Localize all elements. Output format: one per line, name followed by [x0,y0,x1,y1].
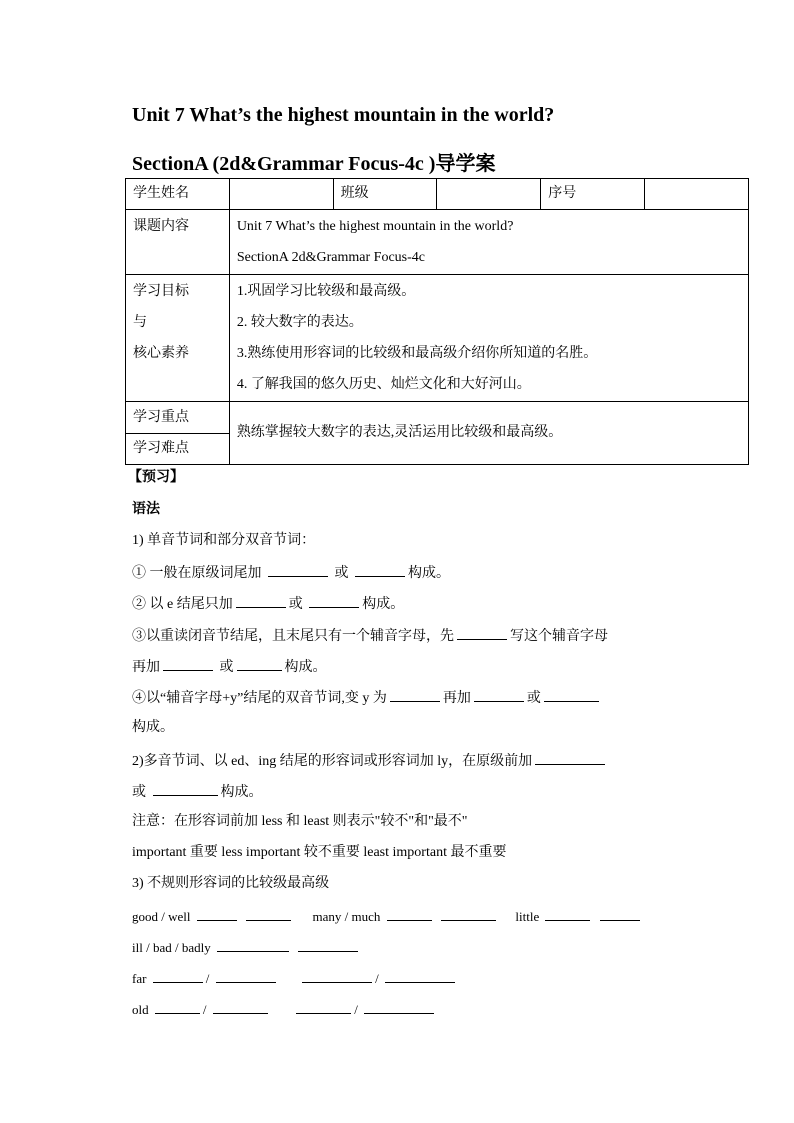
goal-item: 1.巩固学习比较级和最高级。 [236,284,416,299]
blank[interactable] [545,906,590,921]
rule-4: ④以“辅音字母+y”结尾的双音节词,变 y 为 再加 或 [132,687,602,709]
student-name-cell[interactable] [229,179,333,210]
blank[interactable] [600,906,640,921]
student-name-label: 学生姓名 [126,179,230,210]
item-2: 2)多音节词、以 ed、ing 结尾的形容词或形容词加 ly，在原级前加 [132,750,608,772]
blank[interactable] [390,687,440,702]
blank[interactable] [309,593,359,608]
example: important 重要 less important 较不重要 least important 最不重要 [132,845,507,860]
class-label: 班级 [333,179,437,210]
irregular-row-3: far / / [132,968,458,989]
blank[interactable] [246,906,291,921]
blank[interactable] [355,562,405,577]
blank[interactable] [155,999,200,1014]
note: 注意：在形容词前加 less 和 least 则表示"较不"和"最不" [132,814,468,829]
table-row [126,275,749,402]
rule-4-cont: 构成。 [132,720,174,735]
topic-label: 课题内容 [126,210,230,275]
table-row [126,179,749,210]
blank[interactable] [213,999,268,1014]
goals-content [229,275,748,402]
blank[interactable] [153,781,218,796]
preview-heading: 【预习】 [128,470,184,485]
blank[interactable] [216,968,276,983]
topic-line-1: Unit 7 What’s the highest mountain in the world? [236,219,514,234]
rule-3: ③以重读闭音节结尾，且末尾只有一个辅音字母，先 写这个辅音字母 [132,625,608,647]
item-1: 1) 单音节词和部分双音节词： [132,533,316,548]
blank[interactable] [153,968,203,983]
blank[interactable] [387,906,432,921]
blank[interactable] [474,687,524,702]
title-line-2: SectionA (2d&Grammar Focus-4c )导学案 [132,153,496,175]
goal-item: 3.熟练使用形容词的比较级和最高级介绍你所知道的名胜。 [236,346,598,361]
table-row [126,210,749,275]
title-line-1: Unit 7 What’s the highest mountain in the world? [132,104,555,126]
irregular-row-1: good / well many / much little [132,906,643,927]
irregular-row-4: old / / [132,999,437,1020]
difficulties-label: 学习难点 [126,434,230,465]
blank[interactable] [236,593,286,608]
info-table [125,178,749,465]
blank[interactable] [302,968,372,983]
key-difficulty-content: 熟练掌握较大数字的表达,灵活运用比较级和最高级。 [229,402,748,465]
blank[interactable] [544,687,599,702]
item-3: 3) 不规则形容词的比较级最高级 [132,876,330,891]
table-row [126,402,749,434]
blank[interactable] [197,906,237,921]
grammar-heading: 语法 [132,502,160,517]
goals-label: 学习目标 与 核心素养 [126,275,230,402]
blank[interactable] [441,906,496,921]
goal-item: 4. 了解我国的悠久历史、灿烂文化和大好河山。 [236,377,531,392]
rule-1: ① 一般在原级词尾加 或 构成。 [132,562,450,584]
key-points-label: 学习重点 [126,402,230,434]
blank[interactable] [535,750,605,765]
class-cell[interactable] [437,179,541,210]
blank[interactable] [298,937,358,952]
blank[interactable] [457,625,507,640]
blank[interactable] [163,656,213,671]
irregular-row-2: ill / bad / badly [132,937,361,958]
blank[interactable] [385,968,455,983]
rule-2: ② 以 e 结尾只加 或 构成。 [132,593,404,615]
topic-line-2: SectionA 2d&Grammar Focus-4c [236,250,425,265]
item-2-cont: 或 构成。 [132,781,263,803]
number-cell[interactable] [645,179,749,210]
blank[interactable] [237,656,282,671]
blank[interactable] [268,562,328,577]
topic-content [229,210,748,275]
goal-item: 2. 较大数字的表达。 [236,315,363,330]
number-label: 序号 [541,179,645,210]
blank[interactable] [217,937,289,952]
blank[interactable] [364,999,434,1014]
blank[interactable] [296,999,351,1014]
rule-3-cont: 再加 或 构成。 [132,656,327,678]
